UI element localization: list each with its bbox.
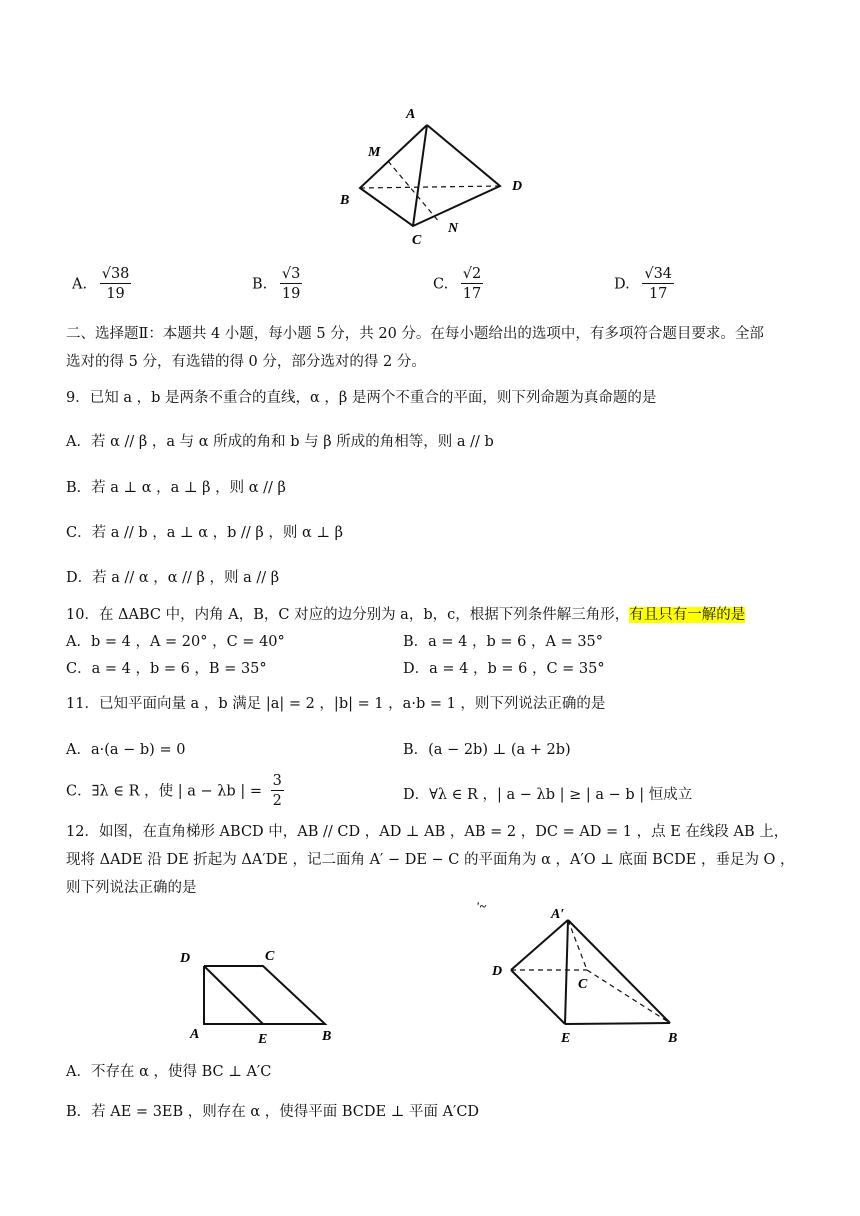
q8-option-a[interactable] <box>72 265 131 304</box>
q11-option-b[interactable]: B．(a − 2b) ⊥ (a + 2b) <box>403 742 571 758</box>
label-B: B <box>340 193 350 208</box>
option-key: A. <box>72 276 88 293</box>
label-E: E <box>561 1031 571 1046</box>
numerator: √34 <box>644 266 673 282</box>
q12-line2: 现将 ΔADE 沿 DE 折起为 ΔA′DE ，记二面角 A′ − DE − C 的平面角为 α ，A′O ⊥ 底面 BCDE ，垂足为 O ， <box>66 852 795 868</box>
figure-folded-pyramid <box>474 900 686 1050</box>
section2-line1: 二、选择题Ⅱ：本题共 4 小题，每小题 5 分，共 20 分。在每小题给出的选项中，有多项符合题目要求。全部 <box>66 326 764 342</box>
label-A: A <box>190 1027 200 1042</box>
label-B: B <box>668 1031 678 1046</box>
q9-option-c[interactable]: C．若 a // b ，a ⊥ α ，b // β ，则 α ⊥ β <box>66 525 344 541</box>
q11-stem: 11．已知平面向量 a ，b 满足 |a| = 2 ，|b| = 1 ，a·b = 1 ，则下列说法正确的是 <box>66 696 606 712</box>
q8-option-b[interactable] <box>252 265 302 304</box>
svg-text:'~: '~ <box>476 900 487 913</box>
label-D: D <box>512 179 523 194</box>
pyramid-svg <box>474 900 686 1050</box>
fraction <box>271 772 284 811</box>
q11-option-a[interactable]: A．a·(a − b) = 0 <box>66 742 186 758</box>
q8-option-c[interactable] <box>433 265 483 304</box>
q10-highlight: 有且只有一解的是 <box>629 607 746 623</box>
label-C: C <box>412 233 422 248</box>
label-N: N <box>448 221 459 236</box>
label-D: D <box>180 951 191 966</box>
option-key: D. <box>614 276 630 293</box>
q9-option-d[interactable]: D．若 a // α ，α // β ，则 a // β <box>66 570 280 586</box>
q12-line1: 12．如图，在直角梯形 ABCD 中，AB // CD ，AD ⊥ AB ，AB = 2 ，DC = AD = 1 ，点 E 在线段 AB 上， <box>66 824 789 840</box>
label-C: C <box>265 949 275 964</box>
q10-option-c[interactable]: C．a = 4 ，b = 6 ，B = 35° <box>66 661 267 677</box>
q12-option-b[interactable]: B．若 AE = 3EB ，则存在 α ，使得平面 BCDE ⊥ 平面 A′CD <box>66 1104 480 1120</box>
q10-stem: 10．在 ΔABC 中，内角 A，B，C 对应的边分别为 a，b，c，根据下列条件解三角形， <box>66 607 630 623</box>
denominator: 19 <box>106 286 125 302</box>
numerator: √38 <box>101 266 130 282</box>
q11-option-c[interactable] <box>66 772 284 811</box>
fraction <box>100 265 132 304</box>
figure-tetrahedron <box>330 98 530 250</box>
q9-stem: 9．已知 a ，b 是两条不重合的直线，α ，β 是两个不重合的平面，则下列命题为真命题的是 <box>66 390 657 406</box>
numerator: √3 <box>281 266 301 282</box>
q10-stem-line <box>66 603 745 624</box>
q9-option-b[interactable]: B．若 a ⊥ α ，a ⊥ β ，则 α // β <box>66 480 286 496</box>
label-A: A <box>406 107 416 122</box>
fraction <box>642 265 674 304</box>
numerator: 3 <box>272 773 282 789</box>
option-key: C. <box>433 276 449 293</box>
q11-option-c-text: C．∃λ ∈ R ，使 | a − λb | = <box>66 783 262 800</box>
fraction <box>461 265 483 304</box>
figure-trapezoid <box>170 940 350 1050</box>
fraction <box>280 265 302 304</box>
q10-option-d[interactable]: D．a = 4 ，b = 6 ，C = 35° <box>403 661 605 677</box>
q8-option-d[interactable] <box>614 265 674 304</box>
q9-option-a[interactable]: A．若 α // β ，a 与 α 所成的角和 b 与 β 所成的角相等，则 a // b <box>66 434 494 450</box>
denominator: 17 <box>648 286 668 302</box>
q12-line3: 则下列说法正确的是 <box>66 880 197 896</box>
label-D: D <box>492 964 503 979</box>
label-A-prime: A′ <box>551 907 565 922</box>
numerator: √2 <box>462 266 482 282</box>
denominator: 2 <box>272 793 282 809</box>
label-C: C <box>578 977 588 992</box>
q10-option-a[interactable]: A．b = 4 ，A = 20° ，C = 40° <box>66 634 285 650</box>
option-key: B. <box>252 276 268 293</box>
q11-option-d[interactable]: D．∀λ ∈ R ，| a − λb | ≥ | a − b | 恒成立 <box>403 787 693 803</box>
denominator: 19 <box>281 286 301 302</box>
label-E: E <box>258 1032 268 1047</box>
trapezoid-svg <box>170 940 350 1050</box>
label-B: B <box>322 1029 332 1044</box>
tetrahedron-svg <box>330 98 530 250</box>
section2-line2: 选对的得 5 分，有选错的得 0 分，部分选对的得 2 分。 <box>66 354 426 370</box>
label-M: M <box>368 145 381 160</box>
q10-option-b[interactable]: B．a = 4 ，b = 6 ，A = 35° <box>403 634 604 650</box>
denominator: 17 <box>462 286 482 302</box>
q12-option-a[interactable]: A．不存在 α ，使得 BC ⊥ A′C <box>66 1064 272 1080</box>
